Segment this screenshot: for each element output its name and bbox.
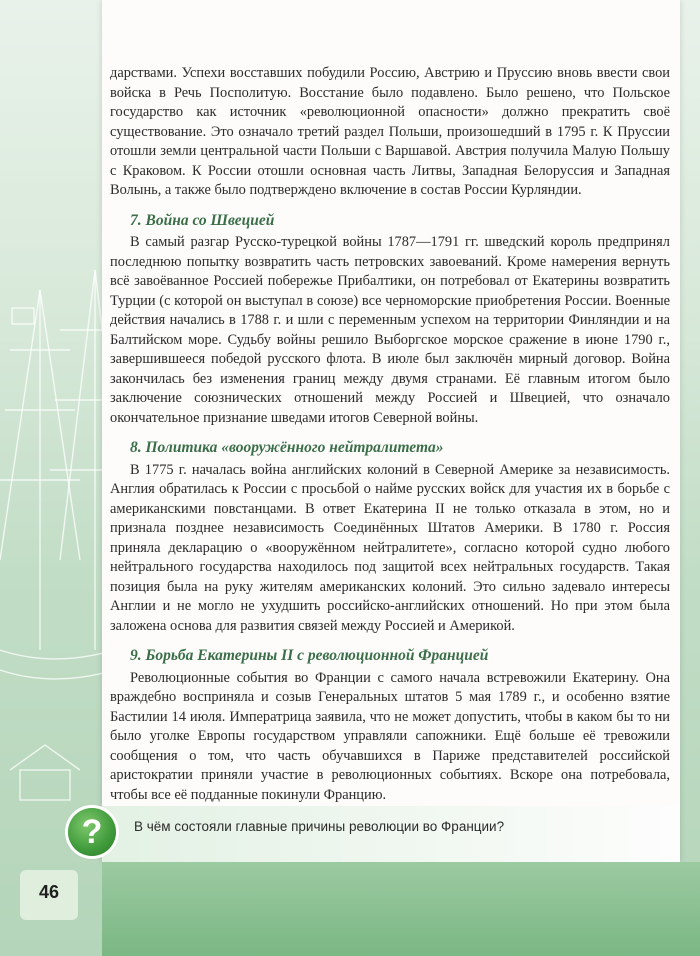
section-heading-france: 9. Борьба Екатерины II с революционной Францией: [130, 647, 489, 664]
question-mark-icon: ?: [68, 808, 116, 856]
paragraph-neutrality: В 1775 г. началась война английских колоний в Северной Америке за независимость. Англия обратилась к России с просьбой о найме русских войск для участия их в борьбе с американскими повстанцами. В ответ Екатерина II не только отказала в этом, но и признала позднее независимость Соединённых Штатов Америки. В 1780 г. Россия приняла декларацию о «вооружённом нейтралитете», согласно которой судно любого нейтрального государства находилось под защитой всех нейтральных государств. Такая позиция была на руку жителям американских колоний. Это сильно задевало интересы Англии и не могло не ухудшить российско-английских отношений. Но при этом была заложена основа для развития связей между Россией и Америкой.: [110, 461, 670, 634]
section-heading-sweden: 7. Война со Швецией: [130, 211, 275, 229]
paragraph-sweden: В самый разгар Русско-турецкой войны 1787—1791 гг. шведский король предпринял последнюю попытку возвратить часть петровских завоеваний. Кроме намерения вернуть всё завоёванное Россией побережье Прибалтики, он потребовал от Екатерины возвратить Турции (с которой он выступал в союзе) все черноморские приобретения России. Военные действия начались в 1788 г. и шли с переменным успехом на территории Финляндии и на Балтийском море. Судьбу войны решило Выборгское морское сражение в июне 1790 г., завершившееся победой русского флота. В июле был заключён мирный договор. Война закончилась без изменения границ между двумя странами. Её главным итогом было заключение союзнических отношений между Россией и Швецией, что означало окончательное признание шведами итогов Северной войны.: [110, 234, 670, 426]
page-number: 46: [38, 882, 60, 902]
footer-decoration: [102, 862, 700, 956]
paragraph-france: Революционные события во Франции с самого начала встревожили Екатерину. Она враждебно восприняла и созыв Генеральных штатов 5 мая 1789 г., и особенно взятие Бастилии 14 июля. Императрица заявила, что не может допустить, чтобы в каком бы то ни было уголке Европы государством управляли сапожники. Ещё больше её тревожили сообщения о том, что часть обучавшихся в Париже представителей российской аристократии приняли участие в революционных событиях. Вскоре она потребовала, чтобы все её подданные покинули Францию.: [110, 669, 670, 803]
question-bar: [102, 806, 680, 862]
section-heading-neutrality: 8. Политика «вооружённого нейтралитета»: [130, 439, 444, 456]
intro-paragraph: дарствами. Успехи восставших побудили Россию, Австрию и Пруссию вновь ввести свои войска в Речь Посполитую. Восстание было подавлено. Было решено, что Польское государство как источник «революционной опасности» должно прекратить своё существование. Это означало третий раздел Польши, произошедший в 1795 г. К Пруссии отошли земли центральной части Польши с Варшавой. Австрия получила Малую Польшу с Краковом. К России отошли основная часть Литвы, Западная Белоруссия и Западная Волынь, а также было подтверждено включение в состав России Курляндии.: [110, 65, 670, 198]
review-question: В чём состояли главные причины революции во Франции?: [134, 819, 505, 834]
page-content: [110, 64, 670, 805]
